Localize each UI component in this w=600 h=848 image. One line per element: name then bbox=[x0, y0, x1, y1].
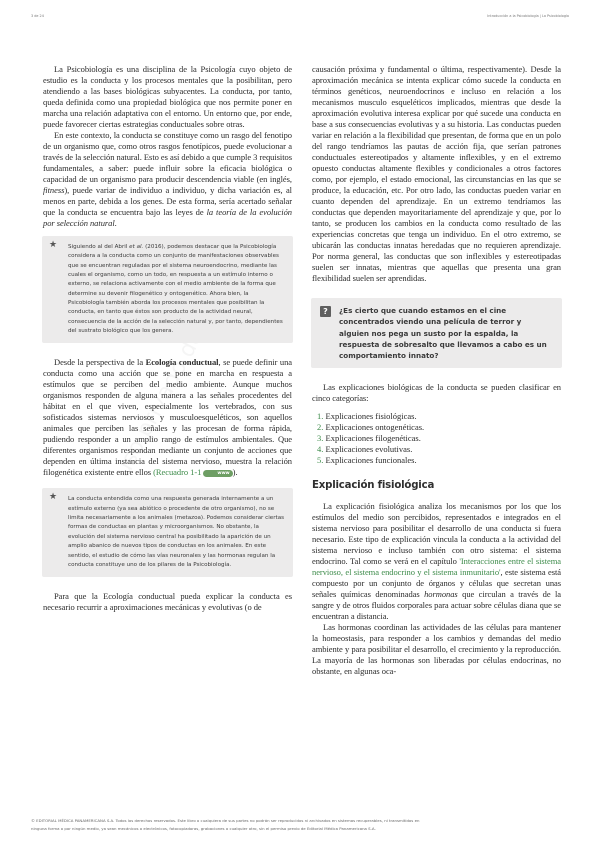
question-text: ¿Es cierto que cuando estamos en el cine concentrados viendo una película de terror y alguien nos pega un susto por la espalda, la respuesta de sobresalto que llevamos a cabo es un comportamiento innato? bbox=[339, 306, 547, 361]
list-item: 3. Explicaciones filogenéticas. bbox=[317, 433, 421, 444]
note-text: La conducta entendida como una respuesta generada internamente a un estímulo externo (ya sea abiótico o procedente de otro organismo), no se limita necesariamente a los animales (metazoa). Podemos considerar ciertas formas de conductas en plantas y microorganismos. No obstante, la evolución del sistema nervioso central ha posibilitado la aparición de un amplio abanico de nuevos tipos de conductas en los animales. En este sentido, el estudio de cómo las vías neuronales y las hormonas regulan la conducta constituye uno de los pilares de la Psicobiología. bbox=[68, 496, 285, 568]
left-column bbox=[43, 64, 292, 613]
list-item: 1. Explicaciones fisiológicas. bbox=[317, 411, 417, 422]
recuadro-link[interactable]: (Recuadro 1-1 bbox=[153, 467, 202, 478]
section-heading: Explicación fisiológica bbox=[312, 480, 435, 492]
note-box bbox=[42, 488, 293, 577]
www-badge[interactable]: www bbox=[203, 470, 232, 477]
star-icon: ★ bbox=[49, 492, 58, 503]
paragraph: causación próxima y fundamental o última, respectivamente). Desde la aproximación mecánica se intenta explicar cómo sucede la conducta en términos genéticos, neuroendocrinos e incluso en relación a los mecanismos musculo esqueléticos implicados, mientras que desde la aproximación evolutiva interesa explicar por qué sucede una conducta en base a sus consecuencias evolutivas y a su historia. Las conductas pueden variar en relación a la flexibilidad que presentan, de forma que en un polo del rango tendríamos las pautas de acción fija, que serían patrones conductuales estereotipados y altamente inflexibles, y en el extremo opuesto conductas altamente flexibles y condicionales a otros factores como, por ejemplo, el estado emocional, las circunstancias en las que se produce, la educación, etc. Por otro lado, las conductas pueden variar en cuanto dependen del aprendizaje. En un extremo tendríamos las conductas que dependen mayoritariamente del aprendizaje y que, por lo tanto, se producen los cambios en la conducta como resultado de las experiencias concretas que tenga un individuo. En el otro extremo, se ubicarán las conductas innatas heredadas que no requieren aprendizaje. Por norma general, las conductas que son inflexibles y estereotipadas suelen ser innatas, mientras que aquellas que presenta una gran flexibilidad suelen ser aprendidas. bbox=[312, 64, 561, 283]
right-column bbox=[312, 64, 561, 677]
paragraph: La explicación fisiológica analiza los mecanismos por los que los estímulos del medio son percibidos, representados e integrados en el sistema nervioso para posibilitar el desarrollo de una conducta si fuera necesario. Este tipo de explicación vincula la conducta a la actividad del sistema nervioso e incluso también con otro sistema: el sistema endocrino. Tal como se verá en el capítulo 'Interacciones entre el sistema nervioso, el sistema endocrino y el sistema inmunitario', este sistema está compuesto por un conjunto de órganos y células que secretan unas señales químicas denominadas hormonas que circulan a través de la sangre y de otros fluidos corporales para actuar sobre células diana que se encuentran a distancia. bbox=[312, 501, 562, 622]
paragraph: En este contexto, la conducta se constituye como un rasgo del fenotipo de un organismo que, como otros rasgos fenotípicos, puede evolucionar a través de la selección natural. Esto es así debido a que cumple 3 requisitos fundamentales, a saber: puede influir sobre la eficacia biológica o capacidad de un organismo para producir descendencia viable (en inglés, fitness), puede variar de individuo a individuo, y dicha variación es, al menos en parte, debida a los genes. De esta forma, sería acertado señalar que la conducta se encuentra bajo las leyes de la teoría de la evolución por selección natural. bbox=[43, 130, 292, 228]
paragraph: Las hormonas coordinan las actividades de las células para mantener la homeostasis, para responder a los cambios y demandas del medio ambiente y para posibilitar el desarrollo, el crecimiento y la reproducción. La mayoría de las hormonas son liberadas por células endocrinas, no obstante, en algunas oca- bbox=[312, 622, 561, 677]
paragraph: Las explicaciones biológicas de la conducta se pueden clasificar en cinco categorías: bbox=[312, 382, 561, 404]
question-mark-icon: ? bbox=[320, 306, 331, 317]
list-item: 4. Explicaciones evolutivas. bbox=[317, 444, 413, 455]
page-number: 3 de 24 bbox=[31, 14, 44, 18]
paragraph: Para que la Ecología conductual pueda explicar la conducta es necesario recurrir a aproximaciones mecánicas y evolutivas (o de bbox=[43, 591, 292, 613]
star-icon: ★ bbox=[49, 240, 58, 250]
explanation-list bbox=[312, 411, 561, 466]
list-item: 2. Explicaciones ontogenéticas. bbox=[317, 422, 425, 433]
paragraph: Desde la perspectiva de la Ecología conductual, se puede definir una conducta como una acción que se pone en marcha en respuesta a estímulos que se perciben del medio ambiente. Aunque muchos organismos responden de alguna manera a las señales procedentes del hábitat en el que viven, especialmente los vertebrados, con sus sofisticados sistemas nerviosos y musculoesqueléticos, son aquellos animales que perciben las señales y las procesan de forma rápida, pudiendo responder a un amplio rango de estímulos ambientales. Que diferentes organismos respondan mediante un conjunto de acciones que dependen en última instancia del sistema nervioso, muestra la relación filogenética existente entre ellos (Recuadro 1-1 www ). bbox=[43, 357, 292, 478]
copyright-footer: © EDITORIAL MÉDICA PANAMERICANA S.A. Todos los derechos reservados. Este libro o cualquiera de sus partes no podrán ser reproducidos ni archivados en sistemas recuperables, ni transmitidos en ninguna forma o por ningún medio, ya sean mecánicos o electrónicos, fotocopiadoras, grabaciones o cualquier otro, sin el permiso previo de Editorial Médica Panamericana S.A. bbox=[31, 818, 420, 831]
paragraph: La Psicobiología es una disciplina de la Psicología cuyo objeto de estudio es la conducta y los procesos mentales que la posibilitan, pero atendiendo a las bases biológicas subyacentes. La conducta, por tanto, queda definida como una propiedad biológica que nos permite poner en marcha una relación adaptativa con el entorno. Un entorno que, por ende, puede favorecer ciertas estrategias conductuales sobre otras. bbox=[43, 64, 292, 129]
chapter-link[interactable]: 'Interacciones entre el sistema nervioso, el sistema endocrino y el sistema inmunitario' bbox=[312, 556, 562, 578]
list-item: 5. Explicaciones funcionales. bbox=[317, 455, 417, 466]
note-box bbox=[42, 236, 293, 343]
running-header: Introducción a la Psicobiología | La Psicobiología bbox=[487, 14, 569, 18]
question-box bbox=[311, 298, 562, 368]
note-text: Siguiendo al del Abril et al. (2016), podemos destacar que la Psicobiología considera a la conducta como un conjunto de manifestaciones observables que se encuentran reguladas por el sistema neuroendocrino, mediante las cuales el organismo, como un todo, en respuesta a un estímulo interno o externo, se relaciona activamente con el medio ambiente de la forma que determine su devenir filogenético y ontogenético. Ahora bien, la Psicobiología también aborda los procesos mentales que posibilitan la conducta, en tanto que éstos son producto de la actividad neural, consecuencia de la acción de la selección natural y, por tanto, dependientes del sustrato biológico que los genera. bbox=[68, 244, 283, 335]
